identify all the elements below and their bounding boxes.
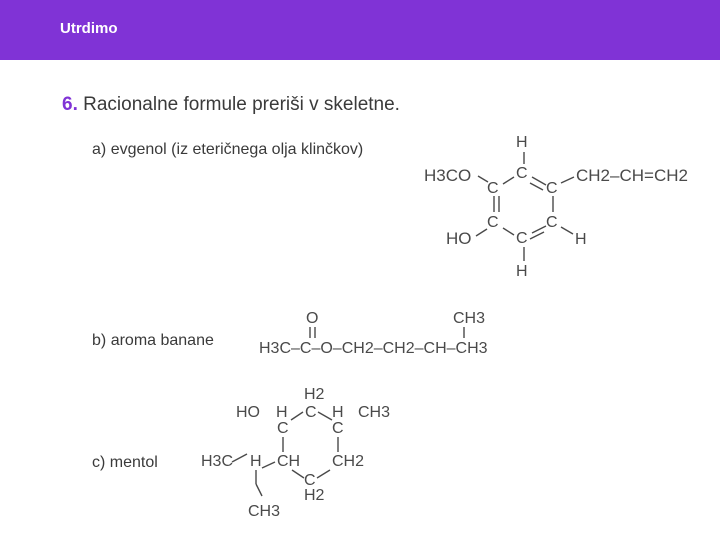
carbonyl-oxygen: O [306, 310, 319, 327]
ring-ch2: CH2 [332, 453, 365, 470]
ring-carbon: C [487, 214, 499, 231]
item-label: mentol [109, 454, 158, 471]
ring-ch2: H2 [304, 487, 325, 504]
main-chain: H3C–C–O–CH2–CH2–CH–CH3 [259, 340, 488, 357]
atom-h: H [516, 263, 528, 280]
ring-carbon: C [305, 404, 317, 421]
atom-h: H [332, 404, 344, 421]
ring-ch2: H2 [304, 386, 325, 403]
right-methyl: CH3 [358, 404, 391, 421]
ring-carbon: C [516, 230, 528, 247]
hydroxy-group: HO [236, 404, 260, 421]
item-letter: a) [92, 141, 107, 158]
ring-carbon: C [516, 165, 528, 182]
methoxy-group: H3CO [424, 166, 472, 185]
ring-ch: CH [277, 453, 301, 470]
ring-carbon: C [487, 180, 499, 197]
atom-h: H [516, 134, 528, 151]
atom-h: H [250, 453, 262, 470]
ring-carbon: C [277, 420, 289, 437]
side-chain: CH2–CH=CH2 [576, 166, 688, 185]
left-methyl: H3C [201, 453, 234, 470]
task-number: 6. [62, 94, 78, 115]
menthol-formula [201, 386, 390, 520]
item-letter: b) [92, 332, 107, 349]
atom-h: H [575, 231, 587, 248]
hydroxy-group: HO [446, 229, 472, 248]
ring-carbon: C [546, 180, 558, 197]
ring-carbon: C [332, 420, 344, 437]
page-title: Utrdimo [60, 20, 118, 37]
branch-methyl: CH3 [453, 310, 486, 327]
bottom-methyl: CH3 [248, 503, 281, 520]
item-letter: c) [92, 454, 106, 471]
ring-carbon: C [304, 472, 316, 489]
atom-h: H [276, 404, 288, 421]
item-label: evgenol (iz eteričnega olja klinčkov) [110, 141, 364, 158]
item-label: aroma banane [110, 332, 214, 349]
banana-formula [259, 310, 488, 357]
task-text: Racionalne formule preriši v skeletne. [83, 94, 400, 115]
ring-carbon: C [546, 214, 558, 231]
eugenol-formula [424, 134, 688, 280]
